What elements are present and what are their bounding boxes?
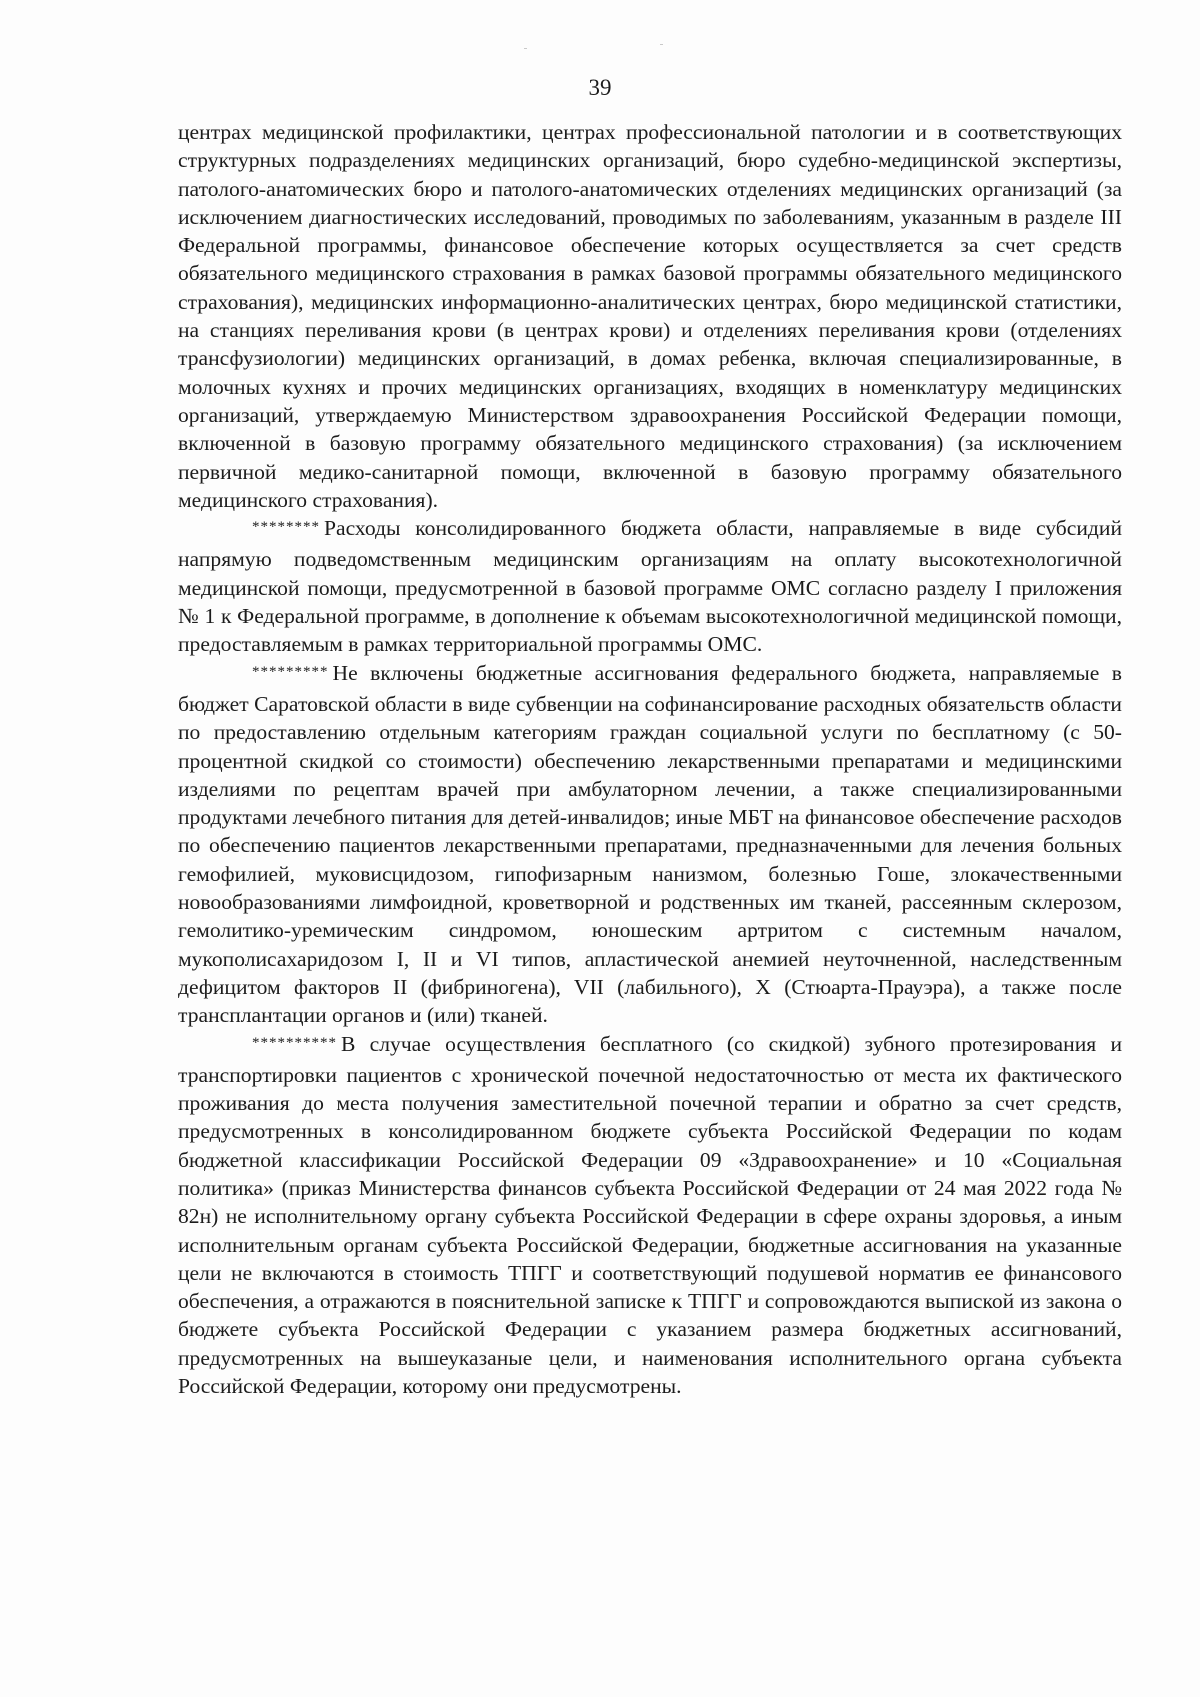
scan-artifact xyxy=(660,44,663,45)
page-number: 39 xyxy=(588,75,612,100)
paragraph-3-text: Не включены бюджетные ассигнования федерального бюджета, направляемые в бюджет Саратовской области в виде субвенции на софинансирование расходных обязательств области по предоставлению отдельным категориям граждан социальной услуги по бесплатному (с 50-процентной скидкой со стоимости) обеспечению лекарственными препаратами и медицинскими изделиями по рецептам врачей при амбулаторном лечении, а также специализированными продуктами лечебного питания для детей-инвалидов; иные МБТ на финансовое обеспечение расходов по обеспечению пациентов лекарственными препаратами, предназначенными для лечения больных гемофилией, муковисцидозом, гипофизарным нанизмом, болезнью Гоше, злокачественными новообразованиями лимфоидной, кроветворной и родственных им тканей, рассеянным склерозом, гемолитико-уремическим синдромом, юношеским артритом с системным началом, мукополисахаридозом I, II и VI типов, апластической анемией неуточненной, наследственным дефицитом факторов II (фибриногена), VII (лабильного), X (Стюарта-Прауэра), а также после трансплантации органов и (или) тканей. xyxy=(178,660,1122,1028)
footnote-marker: ******** xyxy=(252,519,320,536)
scan-artifact xyxy=(524,48,527,49)
document-body xyxy=(178,118,1122,1400)
paragraph-2 xyxy=(178,514,1122,658)
paragraph-1 xyxy=(178,118,1122,514)
paragraph-4-text: В случае осуществления бесплатного (со скидкой) зубного протезирования и транспортировки пациентов с хронической почечной недостаточностью от места их фактического проживания до места получения заместительной почечной терапии и обратно за счет средств, предусмотренных в консолидированном бюджете субъекта Российской Федерации по кодам бюджетной классификации Российской Федерации 09 «Здравоохранение» и 10 «Социальная политика» (приказ Министерства финансов субъекта Российской Федерации от 24 мая 2022 года № 82н) не исполнительному органу субъекта Российской Федерации в сфере охраны здоровья, а иным исполнительным органам субъекта Российской Федерации, бюджетные ассигнования на указанные цели не включаются в стоимость ТПГГ и соответствующий подушевой норматив ее финансового обеспечения, а отражаются в пояснительной записке к ТПГГ и сопровождаются выпиской из закона о бюджете субъекта Российской Федерации с указанием размера бюджетных ассигнований, предусмотренных на вышеуказаные цели, и наименования исполнительного органа субъекта Российской Федерации, которому они предусмотрены. xyxy=(178,1031,1122,1399)
paragraph-2-text: Расходы консолидированного бюджета области, направляемые в виде субсидий напрямую подведомственным медицинским организациям на оплату высокотехнологичной медицинской помощи, предусмотренной в базовой программе ОМС согласно разделу I приложения № 1 к Федеральной программе, в дополнение к объемам высокотехнологичной медицинской помощи, предоставляемым в рамках территориальной программы ОМС. xyxy=(178,516,1122,657)
footnote-marker: ********** xyxy=(252,1034,337,1051)
paragraph-4 xyxy=(178,1030,1122,1401)
footnote-marker: ********* xyxy=(252,663,329,680)
paragraph-1-text: центрах медицинской профилактики, центрах профессиональной патологии и в соответствующих структурных подразделениях медицинских организаций, бюро судебно-медицинской экспертизы, патолого-анатомических бюро и патолого-анатомических отделениях медицинских организаций (за исключением диагностических исследований, проводимых по заболеваниям, указанным в разделе III Федеральной программы, финансовое обеспечение которых осуществляется за счет средств обязательного медицинского страхования в рамках базовой программы обязательного медицинского страхования), медицинских информационно-аналитических центрах, бюро медицинской статистики, на станциях переливания крови (в центрах крови) и отделениях переливания крови (отделениях трансфузиологии) медицинских организаций, в домах ребенка, включая специализированные, в молочных кухнях и прочих медицинских организациях, входящих в номенклатуру медицинских организаций, утверждаемую Министерством здравоохранения Российской Федерации помощи, включенной в базовую программу обязательного медицинского страхования) (за исключением первичной медико-санитарной помощи, включенной в базовую программу обязательного медицинского страхования). xyxy=(178,120,1122,512)
paragraph-3 xyxy=(178,659,1122,1030)
